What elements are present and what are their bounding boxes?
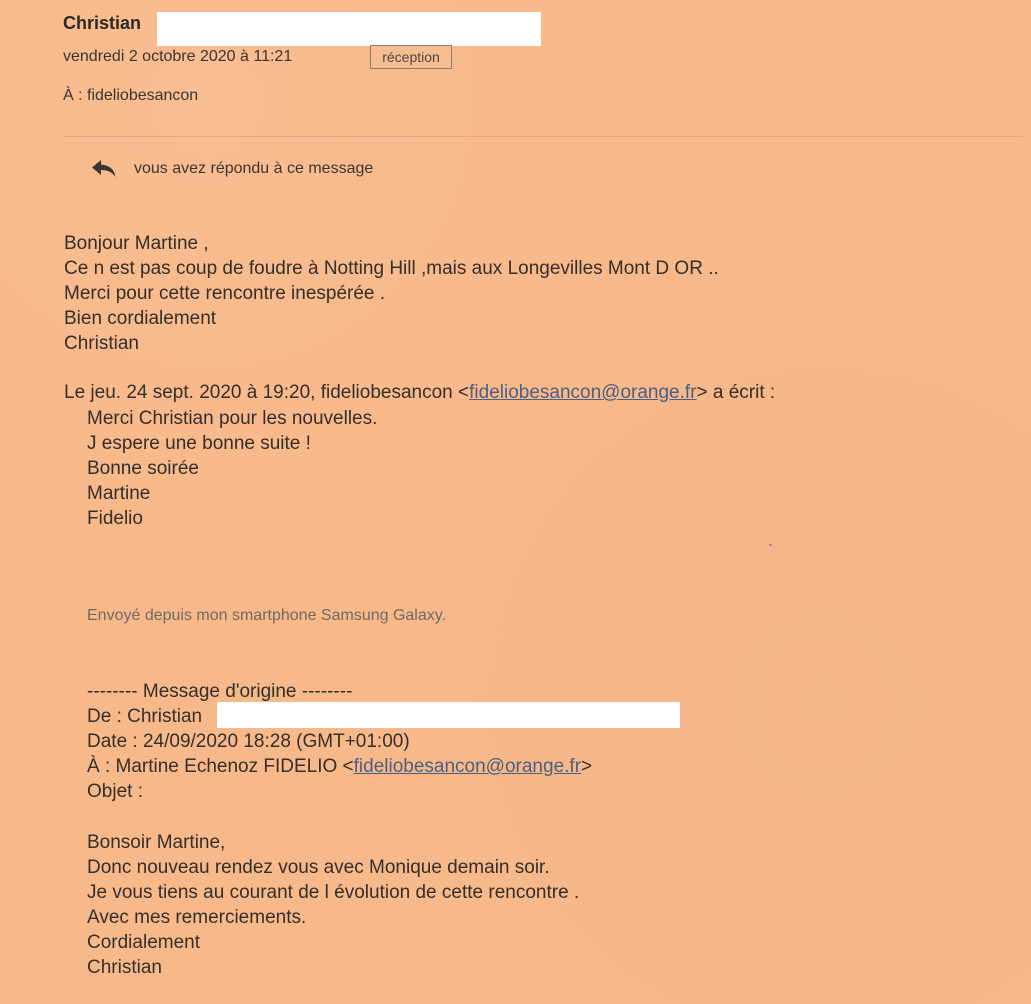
original-date: Date : 24/09/2020 18:28 (GMT+01:00): [87, 731, 410, 752]
original-body-line: Je vous tiens au courant de l évolution de cette rencontre .: [87, 882, 580, 903]
header-divider: [63, 136, 1023, 137]
quoted-intro: [64, 380, 775, 405]
redaction-box: [217, 702, 680, 728]
quoted-intro-prefix: Le jeu. 24 sept. 2020 à 19:20, fideliobesancon <: [64, 382, 470, 403]
original-body-line: Avec mes remerciements.: [87, 907, 307, 928]
quoted-line: Fidelio: [87, 508, 143, 529]
redaction-box: [157, 12, 541, 46]
body-line: Christian: [64, 333, 139, 354]
original-separator: -------- Message d'origine --------: [87, 681, 353, 702]
quoted-line: Martine: [87, 483, 151, 504]
replied-text: vous avez répondu à ce message: [134, 160, 374, 177]
sender-name[interactable]: Christian: [63, 13, 142, 33]
original-from-line: [87, 704, 847, 729]
original-body-line: Cordialement: [87, 932, 200, 953]
email-header: [63, 12, 623, 47]
body-line: Bonjour Martine ,: [64, 233, 209, 254]
body-line: Bien cordialement: [64, 308, 217, 329]
quoted-message: [87, 406, 787, 531]
original-body-line: Christian: [87, 957, 162, 978]
quoted-intro-suffix: > a écrit :: [696, 382, 776, 403]
original-to-prefix: À : Martine Echenoz FIDELIO <: [87, 756, 354, 777]
original-subject: Objet :: [87, 781, 143, 802]
quoted-line: Bonne soirée: [87, 458, 199, 479]
device-signature: Envoyé depuis mon smartphone Samsung Galaxy.: [87, 607, 447, 624]
body-line: Ce n est pas coup de foudre à Notting Hill ,mais aux Longevilles Mont D OR ..: [64, 258, 719, 279]
quoted-email-link[interactable]: fideliobesancon@orange.fr: [469, 382, 697, 403]
quoted-line: J espere une bonne suite !: [87, 433, 311, 454]
message-body: [64, 231, 964, 356]
quoted-line: Merci Christian pour les nouvelles.: [87, 408, 378, 429]
original-message-body: [87, 830, 847, 980]
original-to-email-link[interactable]: fideliobesancon@orange.fr: [353, 756, 582, 777]
original-body-line: Donc nouveau rendez vous avec Monique demain soir.: [87, 857, 550, 878]
scan-speck: [769, 544, 772, 546]
original-message-header: [87, 679, 847, 804]
original-to-line: [87, 754, 847, 779]
body-line: Merci pour cette rencontre inespérée .: [64, 283, 386, 304]
reception-badge[interactable]: réception: [370, 45, 452, 69]
email-date: vendredi 2 octobre 2020 à 11:21: [63, 48, 293, 65]
original-to-suffix: >: [581, 756, 593, 777]
recipient-line: À : fideliobesancon: [63, 87, 199, 104]
reply-icon: [90, 158, 118, 180]
original-from: De : Christian: [87, 706, 203, 727]
original-body-line: Bonsoir Martine,: [87, 832, 226, 853]
